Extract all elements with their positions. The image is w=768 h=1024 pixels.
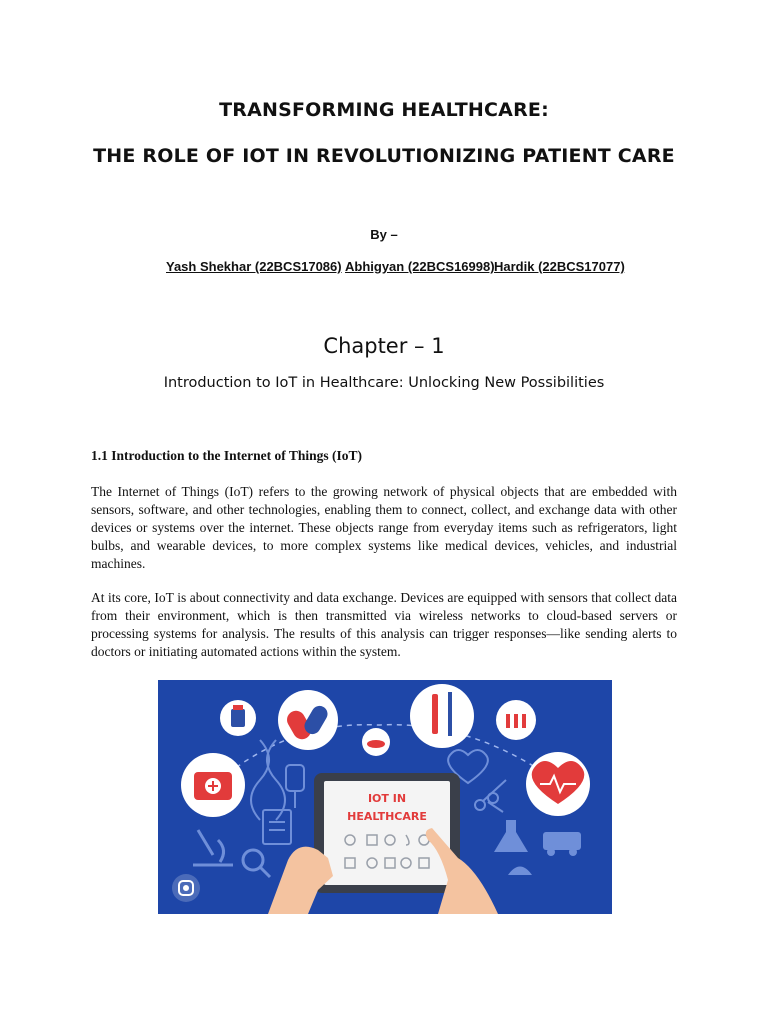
document-title-line-2: THE ROLE OF IOT IN REVOLUTIONIZING PATIENT CARE bbox=[93, 145, 675, 167]
medicine-bottle-icon bbox=[220, 700, 256, 736]
author-2: Abhigyan (22BCS16998) bbox=[345, 259, 495, 274]
tablet-text-line-2: HEALTHCARE bbox=[347, 810, 427, 823]
document-title-line-1: TRANSFORMING HEALTHCARE: bbox=[219, 99, 549, 121]
first-aid-kit-icon bbox=[181, 753, 245, 817]
tablet-text-line-1: IOT IN bbox=[367, 792, 407, 805]
by-label: By – bbox=[370, 227, 398, 242]
test-tubes-icon bbox=[496, 700, 536, 740]
paragraph-1: The Internet of Things (IoT) refers to the growing network of physical objects that are embedded with sensors, software, and other technologies, enabling them to connect, collect, and exchange data with other devices or systems over the internet. These objects range from everyday items such as refrigerators, light bulbs, and wearable devices, to more complex systems like medical devices, vehicles, and industrial machines. bbox=[91, 484, 677, 571]
pill-dish-icon bbox=[362, 728, 390, 756]
iot-healthcare-illustration bbox=[158, 680, 612, 914]
chapter-subtitle: Introduction to IoT in Healthcare: Unlocking New Possibilities bbox=[163, 375, 605, 391]
paragraph-2: At its core, IoT is about connectivity and data exchange. Devices are equipped with sensors that collect data from their environment, which is then transmitted via wireless networks to cloud-based servers or processing systems for analysis. The results of this analysis can trigger responses—like sending alerts to doctors or initiating automated actions within the system. bbox=[91, 590, 677, 659]
author-1: Yash Shekhar (22BCS17086) bbox=[166, 259, 342, 274]
syringe-icon bbox=[410, 684, 474, 748]
pills-icon bbox=[278, 690, 338, 750]
heart-rate-icon bbox=[526, 752, 590, 816]
google-lens-icon[interactable] bbox=[172, 874, 200, 902]
chapter-title: Chapter – 1 bbox=[323, 334, 445, 358]
author-3: Hardik (22BCS17077) bbox=[494, 259, 625, 274]
tablet-device bbox=[314, 773, 460, 893]
section-heading: 1.1 Introduction to the Internet of Things (IoT) bbox=[91, 448, 363, 463]
